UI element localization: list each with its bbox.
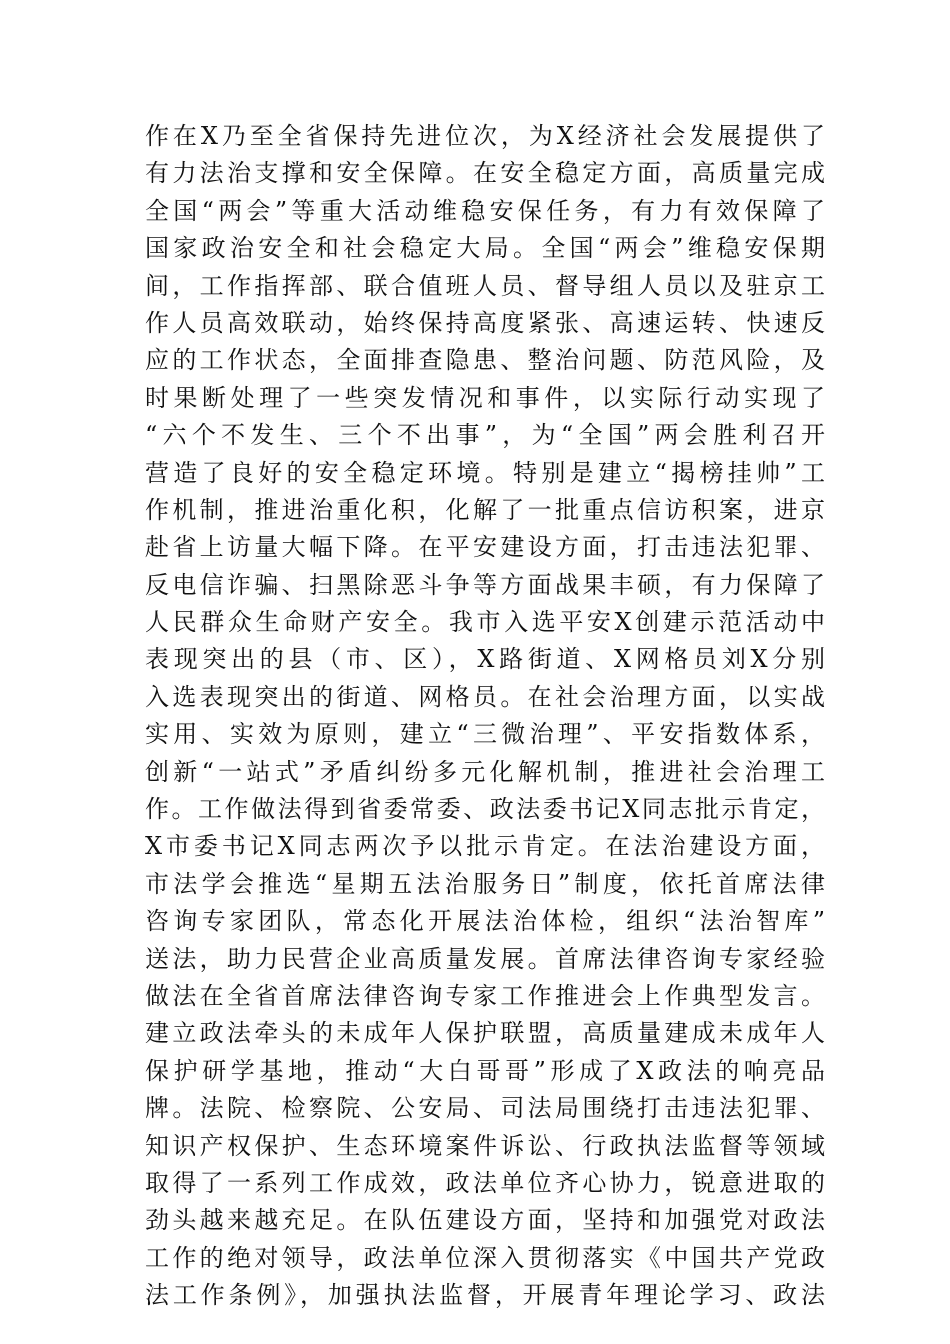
text-line: X市委书记X同志两次予以批示肯定。在法治建设方面， <box>145 832 825 861</box>
text-line: 工作的绝对领导，政法单位深入贯彻落实《中国共产党政 <box>145 1243 825 1272</box>
text-line: 间，工作指挥部、联合值班人员、督导组人员以及驻京工 <box>145 271 825 300</box>
text-line: 实用、实效为原则，建立“三微治理”、平安指数体系， <box>145 720 825 749</box>
text-line: 建立政法牵头的未成年人保护联盟，高质量建成未成年人 <box>145 1019 825 1048</box>
text-line: 知识产权保护、生态环境案件诉讼、行政执法监督等领域 <box>145 1131 825 1160</box>
text-line: 作。工作做法得到省委常委、政法委书记X同志批示肯定， <box>145 795 825 824</box>
text-line: 应的工作状态，全面排查隐患、整治问题、防范风险，及 <box>145 346 825 375</box>
text-line: 有力法治支撑和安全保障。在安全稳定方面，高质量完成 <box>145 159 825 188</box>
text-line: 送法，助力民营企业高质量发展。首席法律咨询专家经验 <box>145 944 825 973</box>
text-line: “六个不发生、三个不出事”，为“全国”两会胜利召开 <box>145 421 825 450</box>
text-line: 牌。法院、检察院、公安局、司法局围绕打击违法犯罪、 <box>145 1094 825 1123</box>
text-line: 法工作条例》，加强执法监督，开展青年理论学习、政法 <box>145 1281 825 1310</box>
text-line: 营造了良好的安全稳定环境。特别是建立“揭榜挂帅”工 <box>145 458 825 487</box>
text-line: 市法学会推选“星期五法治服务日”制度，依托首席法律 <box>145 869 825 898</box>
text-line: 作在X乃至全省保持先进位次，为X经济社会发展提供了 <box>145 122 825 150</box>
text-line: 入选表现突出的街道、网格员。在社会治理方面，以实战 <box>145 682 825 711</box>
text-line: 保护研学基地，推动“大白哥哥”形成了X政法的响亮品 <box>145 1056 825 1085</box>
text-line: 作人员高效联动，始终保持高度紧张、高速运转、快速反 <box>145 308 825 337</box>
text-line: 表现突出的县（市、区），X路街道、X网格员刘X分别 <box>145 645 825 674</box>
text-line: 取得了一系列工作成效，政法单位齐心协力，锐意进取的 <box>145 1168 825 1197</box>
text-line: 人民群众生命财产安全。我市入选平安X创建示范活动中 <box>145 608 825 637</box>
text-line: 国家政治安全和社会稳定大局。全国“两会”维稳安保期 <box>145 234 825 263</box>
text-line: 时果断处理了一些突发情况和事件，以实际行动实现了 <box>145 383 825 412</box>
text-line: 反电信诈骗、扫黑除恶斗争等方面战果丰硕，有力保障了 <box>145 570 825 599</box>
text-line: 赴省上访量大幅下降。在平安建设方面，打击违法犯罪、 <box>145 533 825 562</box>
text-line: 全国“两会”等重大活动维稳安保任务，有力有效保障了 <box>145 196 825 225</box>
text-line: 创新“一站式”矛盾纠纷多元化解机制，推进社会治理工 <box>145 757 825 786</box>
text-line: 做法在全省首席法律咨询专家工作推进会上作典型发言。 <box>145 981 825 1010</box>
text-line: 劲头越来越充足。在队伍建设方面，坚持和加强党对政法 <box>145 1206 825 1235</box>
body-text <box>145 118 825 1315</box>
text-line: 作机制，推进治重化积，化解了一批重点信访积案，进京 <box>145 495 825 524</box>
text-line: 咨询专家团队，常态化开展法治体检，组织“法治智库” <box>145 907 825 936</box>
